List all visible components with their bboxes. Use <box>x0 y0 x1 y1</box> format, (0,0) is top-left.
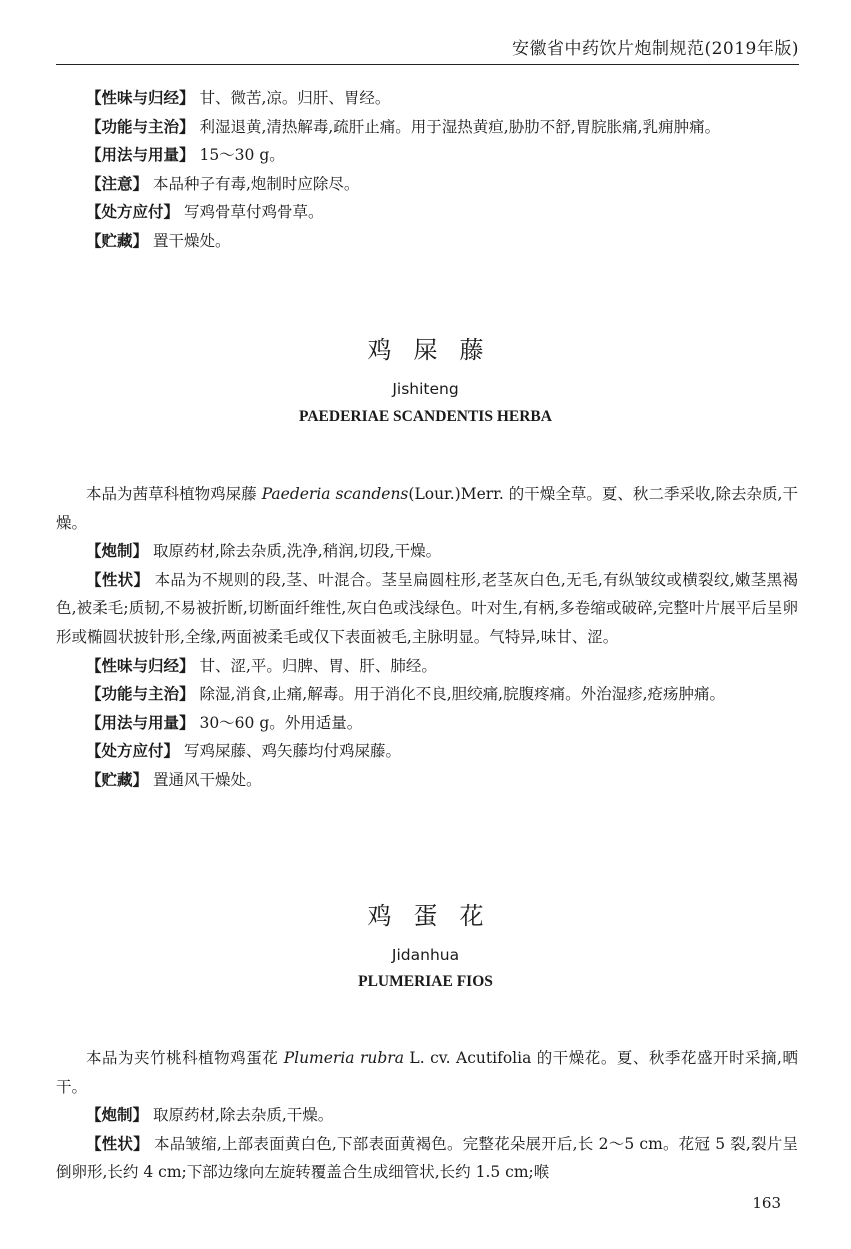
entry-body-jishiteng <box>56 480 798 795</box>
page-header <box>56 30 799 65</box>
paragraph-paozhi: 【炮制】 取原药材,除去杂质,干燥。 <box>86 1106 334 1125</box>
paragraph-zhuyi: 【注意】 本品种子有毒,炮制时应除尽。 <box>86 174 360 193</box>
entry-body-jidanhua <box>56 1044 798 1187</box>
paragraph-xingwei: 【性味与归经】 甘、微苦,凉。归肝、胃经。 <box>86 89 391 107</box>
entry-latin-jishiteng: PAEDERIAE SCANDENTIS HERBA <box>299 408 552 425</box>
header-title: 安徽省中药饮片炮制规范(2019年版) <box>511 39 799 59</box>
entry-latin-jidanhua: PLUMERIAE FIOS <box>358 973 493 990</box>
paragraph-zhucang: 【贮藏】 置通风干燥处。 <box>86 770 262 789</box>
paragraph-zhucang: 【贮藏】 置干燥处。 <box>86 231 231 250</box>
paragraph-gongneng: 【功能与主治】 除湿,消食,止痛,解毒。用于消化不良,胆绞痛,脘腹疼痛。外治湿疹,疮疡肿痛。 <box>86 685 726 704</box>
paragraph-chufang: 【处方应付】 写鸡屎藤、鸡矢藤均付鸡屎藤。 <box>86 742 401 761</box>
entry-title-jidanhua: 鸡蛋花 <box>367 902 506 930</box>
entry-title-jishiteng: 鸡屎藤 <box>367 336 506 364</box>
paragraph-gongneng: 【功能与主治】 利湿退黄,清热解毒,疏肝止痛。用于湿热黄疸,胁肋不舒,胃脘胀痛,乳痈肿痛。 <box>86 117 721 136</box>
species-name: Plumeria rubra <box>283 1049 404 1067</box>
paragraph-intro: 本品为茜草科植物鸡屎藤 Paederia scandens(Lour.)Merr. 的干燥全草。夏、秋二季采收,除去杂质,干燥。 <box>56 485 799 532</box>
page-number: 163 <box>752 1194 781 1212</box>
entry-pinyin-jidanhua: Jidanhua <box>391 946 460 964</box>
paragraph-intro: 本品为夹竹桃科植物鸡蛋花 Plumeria rubra L. cv. Acutifolia 的干燥花。夏、秋季花盛开时采摘,晒干。 <box>56 1049 798 1096</box>
paragraph-yongfa: 【用法与用量】 15～30 g。 <box>86 146 285 165</box>
section-previous-entry <box>56 84 798 256</box>
paragraph-yongfa: 【用法与用量】 30～60 g。外用适量。 <box>86 713 363 732</box>
entry-pinyin-jishiteng: Jishiteng <box>392 380 459 398</box>
paragraph-xingwei: 【性味与归经】 甘、涩,平。归脾、胃、肝、肺经。 <box>86 656 437 675</box>
species-name: Paederia scandens <box>261 485 409 503</box>
paragraph-xingzhuang: 【性状】 本品皱缩,上部表面黄白色,下部表面黄褐色。完整花朵展开后,长 2～5 cm。花冠 5 裂,裂片呈倒卵形,长约 4 cm;下部边缘向左旋转覆盖合生成细管状,长约 1.5 cm;喉 <box>56 1134 798 1182</box>
paragraph-xingzhuang: 【性状】 本品为不规则的段,茎、叶混合。茎呈扁圆柱形,老茎灰白色,无毛,有纵皱纹或横裂纹,嫩茎黑褐色,被柔毛;质韧,不易被折断,切断面纤维性,灰白色或浅绿色。叶对生,有柄,多卷缩或破碎,完整叶片展平后呈卵形或椭圆状披针形,全缘,两面被柔毛或仅下表面被毛,主脉明显。气特异,味甘、涩。 <box>56 570 798 646</box>
paragraph-chufang: 【处方应付】 写鸡骨草付鸡骨草。 <box>86 203 324 222</box>
paragraph-paozhi: 【炮制】 取原药材,除去杂质,洗净,稍润,切段,干燥。 <box>86 542 442 561</box>
